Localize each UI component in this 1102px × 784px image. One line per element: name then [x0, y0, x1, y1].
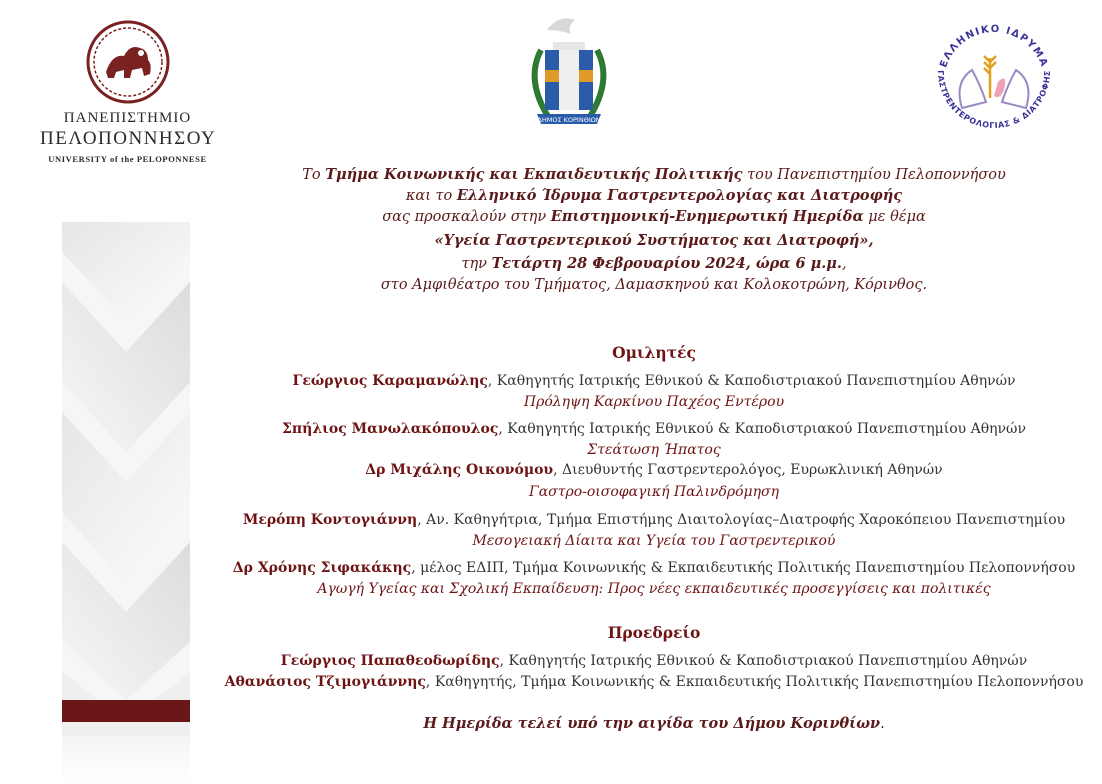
- invitation-line-1: Το Τμήμα Κοινωνικής και Εκπαιδευτικής Πολιτικής του Πανεπιστημίου Πελοποννήσου: [302, 166, 1006, 183]
- speaker-4-topic: Μεσογειακή Δίαιτα και Υγεία του Γαστρεντερικού: [472, 533, 836, 549]
- speaker-4: Μερόπη Κοντογιάννη, Αν. Καθηγήτρια, Τμήμα Επιστήμης Διαιτολογίας–Διατροφής Χαροκόπειου Πανεπιστημίου: [242, 512, 1066, 528]
- municipality-ribbon-text: ΔΗΜΟΣ ΚΟΡΙΝΘΙΩΝ: [537, 116, 601, 124]
- university-name-english: UNIVERSITY of the PELOPONNESE: [48, 154, 207, 164]
- speaker-2: Σπήλιος Μανωλακόπουλος, Καθηγητής Ιατρικής Εθνικού & Καποδιστριακού Πανεπιστημίου Αθηνών: [282, 421, 1026, 437]
- university-logo: [40, 20, 215, 170]
- event-date: την Τετάρτη 28 Φεβρουαρίου 2024, ώρα 6 μ.μ.,: [461, 255, 847, 272]
- foundation-ring-bottom: ΓΑΣΤΡΕΝΤΕΡΟΛΟΓΙΑΣ & ΔΙΑΤΡΟΦΗΣ: [935, 70, 1053, 131]
- university-name-line2: ΠΕΛΟΠΟΝΝΗΣΟΥ: [40, 128, 217, 149]
- speaker-1: Γεώργιος Καραμανώλης, Καθηγητής Ιατρικής Εθνικού & Καποδιστριακού Πανεπιστημίου Αθηνών: [292, 373, 1016, 389]
- decorative-bottom-fade: [62, 736, 190, 784]
- decorative-chevron-column: [62, 222, 190, 742]
- event-title: «Υγεία Γαστρεντερικού Συστήματος και Διατροφή»,: [434, 232, 874, 249]
- presidium-member-2: Αθανάσιος Τζιμογιάννης, Καθηγητής, Τμήμα Κοινωνικής & Εκπαιδευτικής Πολιτικής Πανεπιστημίου Πελοποννήσου: [224, 674, 1084, 690]
- foundation-logo: [924, 12, 1064, 152]
- svg-text:ΓΑΣΤΡΕΝΤΕΡΟΛΟΓΙΑΣ & ΔΙΑΤΡΟΦΗΣ: [936, 70, 1052, 130]
- speakers-heading: Ομιλητές: [612, 343, 696, 362]
- speaker-1-topic: Πρόληψη Καρκίνου Παχέος Εντέρου: [523, 394, 785, 410]
- event-location: στο Αμφιθέατρο του Τμήματος, Δαμασκηνού και Κολοκοτρώνη, Κόρινθος.: [380, 277, 928, 293]
- university-name-line1: ΠΑΝΕΠΙΣΤΗΜΙΟ: [63, 110, 192, 126]
- speaker-3: Δρ Μιχάλης Οικονόμου, Διευθυντής Γαστρεντερολόγος, Ευρωκλινική Αθηνών: [365, 462, 943, 478]
- foundation-ring-top: ΕΛΛΗΝΙΚΟ ΙΔΡΥΜΑ: [938, 23, 1050, 70]
- presidium-member-1: Γεώργιος Παπαθεοδωρίδης, Καθηγητής Ιατρικής Εθνικού & Καποδιστριακού Πανεπιστημίου Αθηνών: [280, 653, 1028, 669]
- speaker-5: Δρ Χρόνης Σιφακάκης, μέλος ΕΔΙΠ, Τμήμα Κοινωνικής & Εκπαιδευτικής Πολιτικής Πανεπιστημίου Πελοποννήσου: [232, 560, 1076, 576]
- speaker-2-topic: Στεάτωση Ήπατος: [587, 442, 721, 458]
- invitation-line-2: και το Ελληνικό Ίδρυμα Γαστρεντερολογίας και Διατροφής: [405, 187, 903, 204]
- invitation-line-3: σας προσκαλούν στην Επιστημονική-Ενημερωτική Ημερίδα με θέμα: [382, 208, 926, 225]
- speaker-5-topic: Αγωγή Υγείας και Σχολική Εκπαίδευση: Προς νέες εκπαιδευτικές προσεγγίσεις και πολιτικές: [317, 581, 991, 597]
- lion-seal-icon: [86, 20, 170, 104]
- presidium-heading: Προεδρείο: [607, 623, 701, 642]
- footer-note: Η Ημερίδα τελεί υπό την αιγίδα του Δήμου Κορινθίων.: [423, 715, 885, 732]
- wheat-icon: [984, 56, 996, 98]
- municipality-crest-icon: [519, 10, 619, 134]
- hands-icon: [960, 70, 986, 108]
- decorative-maroon-bar: [62, 700, 190, 722]
- speaker-3-topic: Γαστρο-οισοφαγική Παλινδρόμηση: [529, 484, 779, 500]
